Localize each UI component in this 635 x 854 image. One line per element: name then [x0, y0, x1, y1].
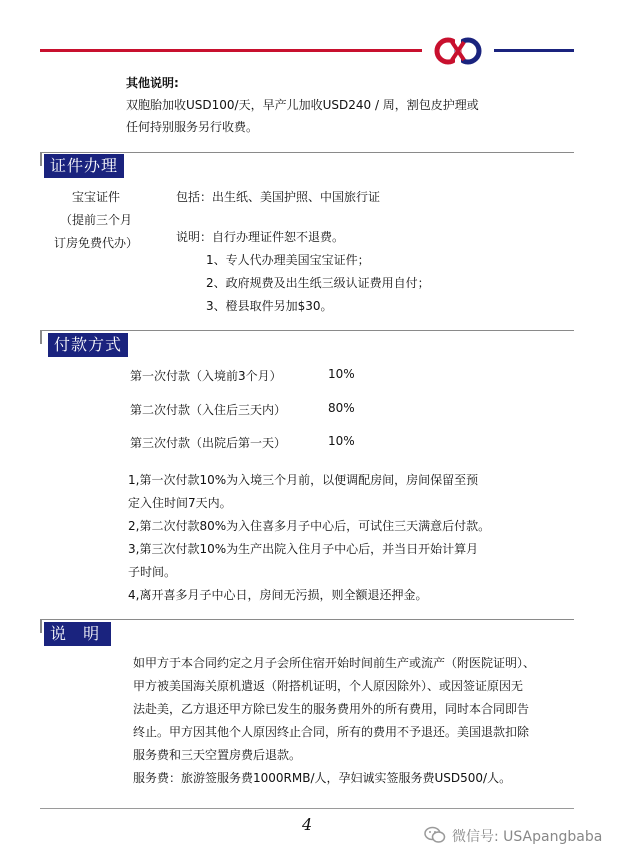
- payment-schedule-label: 第二次付款（入住后三天内）: [130, 403, 287, 417]
- explanation-title: 说 明: [44, 622, 111, 646]
- certificates-bracket: [40, 152, 42, 166]
- wechat-icon: [424, 826, 446, 844]
- explanation-line: 如甲方于本合同约定之月子会所住宿开始时间前生产或流产（附医院证明）、: [133, 656, 536, 670]
- page-number: 4: [302, 815, 313, 834]
- certificates-title: 证件办理: [44, 154, 124, 178]
- other-notes-heading: 其他说明:: [126, 76, 179, 90]
- payment-detail: 1,第一次付款10%为入境三个月前，以便调配房间，房间保留至预: [128, 473, 479, 487]
- explanation-line: 服务费和三天空置房费后退款。: [133, 748, 302, 762]
- payment-schedule-label: 第一次付款（入境前3个月）: [130, 369, 282, 383]
- other-notes-line: 双胞胎加收USD100/天，早产儿加收USD240 / 周，割包皮护理或: [126, 98, 479, 112]
- header-blue-rule: [494, 49, 574, 52]
- explanation-rule: [40, 619, 574, 620]
- explanation-bracket: [40, 619, 42, 633]
- cert-left-label: 订房免费代办）: [53, 236, 138, 250]
- payment-bracket: [40, 330, 42, 344]
- payment-detail: 4,离开喜多月子中心日，房间无污损，则全额退还押金。: [128, 588, 428, 602]
- cert-explain-heading: 说明：自行办理证件恕不退费。: [176, 230, 345, 244]
- footer-rule: [40, 808, 574, 809]
- certificates-rule: [40, 152, 574, 153]
- payment-detail: 定入住时间7天内。: [128, 496, 232, 510]
- cert-item: 3、橙县取件另加$30。: [206, 299, 333, 313]
- payment-title: 付款方式: [48, 333, 128, 357]
- header-red-rule: [40, 49, 422, 52]
- payment-detail: 3,第三次付款10%为生产出院入住月子中心后，并当日开始计算月: [128, 542, 479, 556]
- cert-includes: 包括：出生纸、美国护照、中国旅行证: [176, 190, 381, 204]
- payment-schedule-pct: 10%: [328, 367, 355, 381]
- red-blue-circles-logo: [432, 36, 484, 66]
- wechat-label: 微信号: USApangbaba: [452, 829, 603, 845]
- payment-rule: [40, 330, 574, 331]
- payment-detail: 子时间。: [128, 565, 177, 579]
- explanation-line: 法赴美，乙方退还甲方除已发生的服务费用外的所有费用，同时本合同即告: [133, 702, 530, 716]
- cert-left-label: 宝宝证件: [71, 190, 120, 204]
- payment-schedule-pct: 10%: [328, 434, 355, 448]
- payment-schedule-label: 第三次付款（出院后第一天）: [130, 436, 287, 450]
- cert-item: 2、政府规费及出生纸三级认证费用自付；: [206, 276, 430, 290]
- explanation-line: 服务费：旅游签服务费1000RMB/人，孕妇诚实签服务费USD500/人。: [133, 771, 512, 785]
- explanation-line: 终止。甲方因其他个人原因终止合同，所有的费用不予退还。美国退款扣除: [133, 725, 530, 739]
- other-notes-line: 任何持别服务另行收费。: [126, 120, 259, 134]
- cert-item: 1、专人代办理美国宝宝证件；: [206, 253, 370, 267]
- explanation-line: 甲方被美国海关原机遣返（附搭机证明，个人原因除外）、或因签证原因无: [133, 679, 524, 693]
- payment-detail: 2,第二次付款80%为入住喜多月子中心后，可试住三天满意后付款。: [128, 519, 491, 533]
- payment-schedule-pct: 80%: [328, 401, 355, 415]
- cert-left-label: （提前三个月: [59, 213, 132, 227]
